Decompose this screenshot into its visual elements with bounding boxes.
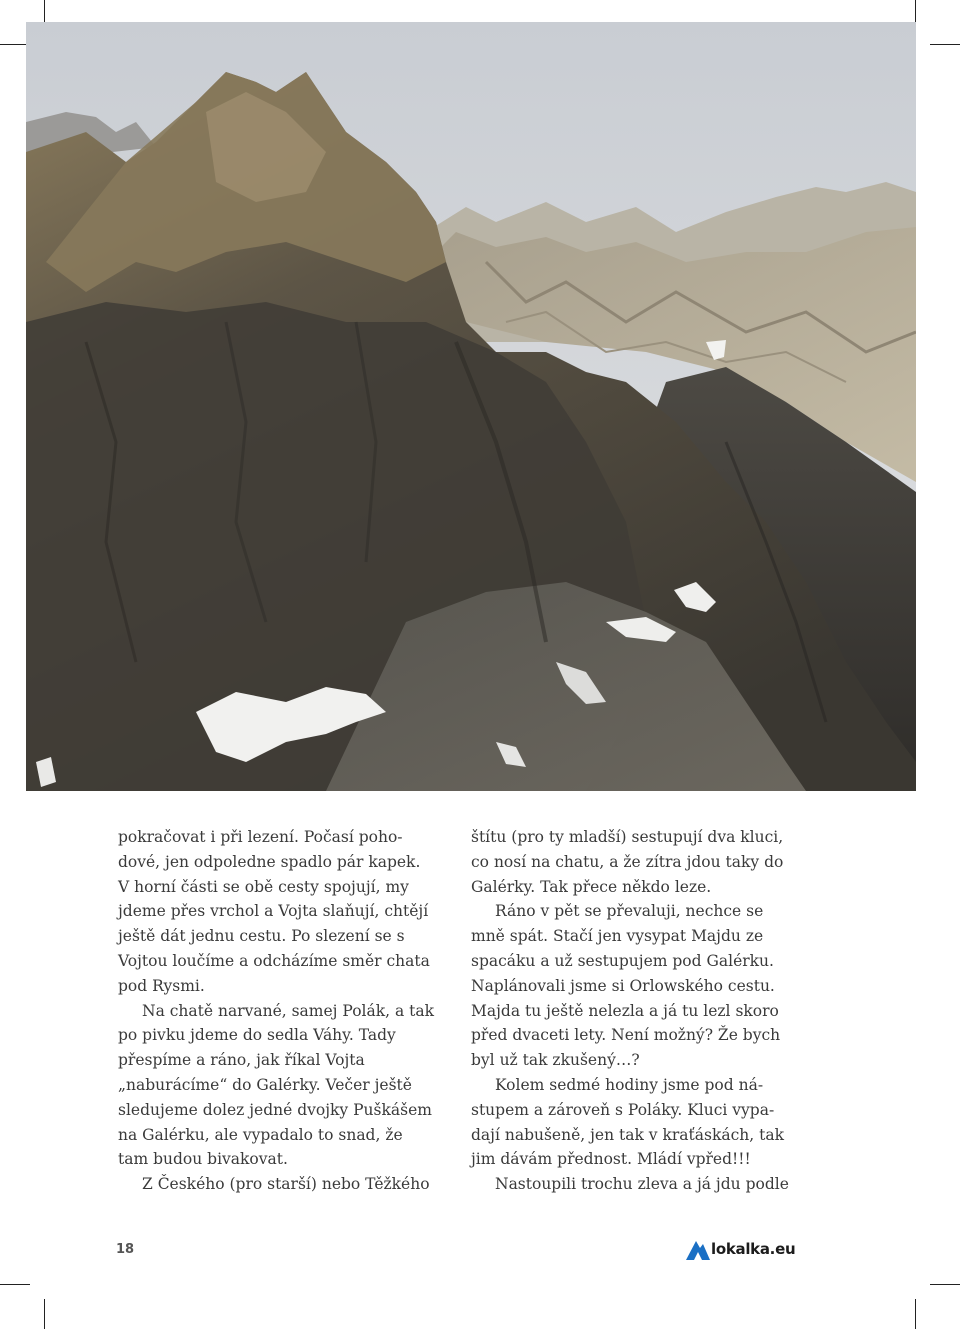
mountain-photo	[26, 22, 916, 791]
mountain-landscape-icon	[26, 22, 916, 791]
paragraph: Na chatě narvané, samej Polák, a tak po pivku jdeme do sedla Váhy. Tady přespíme a ráno, jak říkal Vojta „naburácíme“ do Galérky. Večer ještě sledujeme dolez jedné dvojky Puškášem na Galérku, ale vypadalo to snad, že tam budou bivakovat.	[118, 1001, 435, 1169]
brand-logo	[686, 1238, 795, 1260]
crop-mark	[44, 1299, 45, 1329]
paragraph: Kolem sedmé hodiny jsme pod ná-stupem a zároveň s Poláky. Kluci vypa-dají nabušeně, jen tak v kraťáskách, tak jim dávám přednost. Mládí vpřed!!!	[471, 1075, 784, 1169]
text-column-left	[118, 825, 436, 1197]
mountain-logo-icon	[686, 1238, 710, 1260]
crop-mark	[930, 1284, 960, 1285]
paragraph: Z Českého (pro starší) nebo Těžkého	[142, 1175, 430, 1194]
logo-text: lokalka.eu	[711, 1240, 796, 1258]
paragraph: štítu (pro ty mladší) sestupují dva kluci, co nosí na chatu, a že zítra jdou taky do Galérky. Tak přece někdo leze.	[471, 828, 784, 896]
crop-mark	[915, 1299, 916, 1329]
paragraph: pokračovat i při lezení. Počasí poho-dové, jen odpoledne spadlo pár kapek. V horní části se obě cesty spojují, my jdeme přes vrchol a Vojta slaňují, chtějí ještě dát jednu cestu. Po slezení se s Vojtou loučíme a odcházíme směr chata pod Rysmi.	[118, 828, 430, 995]
page-number: 18	[116, 1242, 135, 1257]
paragraph: Nastoupili trochu zleva a já jdu podle	[495, 1175, 789, 1194]
paragraph: Ráno v pět se převaluji, nechce se mně spát. Stačí jen vysypat Majdu ze spacáku a už sestupujem pod Galérku. Naplánovali jsme si Orlowského cestu. Majda tu ještě nelezla a já tu lezl skoro před dvaceti lety. Není možný? Že bych byl už tak zkušený…?	[471, 902, 781, 1070]
text-column-right	[471, 825, 791, 1197]
crop-mark	[0, 1284, 30, 1285]
crop-mark	[930, 44, 960, 45]
